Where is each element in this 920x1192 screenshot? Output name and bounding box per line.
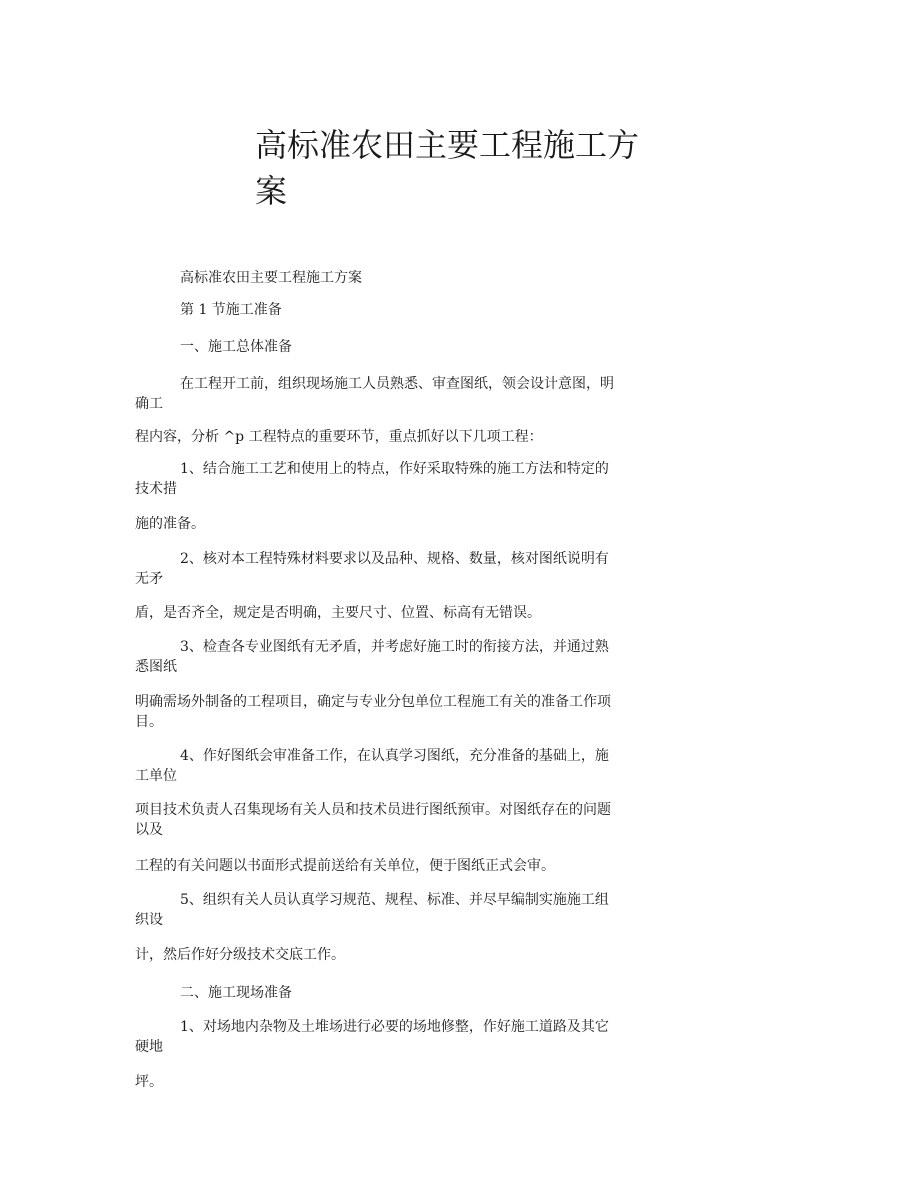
list-item-line: 计，然后作好分级技术交底工作。 <box>135 947 345 963</box>
paragraph-line: 程内容，分析 ^p 工程特点的重要环节，重点抓好以下几项工程： <box>135 429 543 445</box>
document-title: 高标准农田主要工程施工方案 <box>255 126 640 210</box>
list-item-line: 悉图纸 <box>135 659 177 675</box>
list-item-line: 无矛 <box>135 571 163 587</box>
list-item-line: 1、结合施工工艺和使用上的特点，作好采取特殊的施工方法和特定的 <box>180 461 609 477</box>
section-heading: 第 1 节施工准备 <box>180 302 282 318</box>
subsection-heading: 一、施工总体准备 <box>180 339 292 355</box>
list-item-line: 硬地 <box>135 1039 163 1055</box>
list-item-line: 以及 <box>135 822 163 838</box>
list-item-line: 目。 <box>135 714 163 730</box>
list-item-line: 坪。 <box>135 1074 163 1090</box>
paragraph-line: 确工 <box>135 396 163 412</box>
subtitle-line: 高标准农田主要工程施工方案 <box>180 270 362 286</box>
list-item-line: 工单位 <box>135 768 177 784</box>
paragraph-line: 在工程开工前，组织现场施工人员熟悉、审查图纸，领会设计意图，明 <box>180 376 614 392</box>
list-item-line: 织设 <box>135 912 163 928</box>
list-item-line: 1、对场地内杂物及土堆场进行必要的场地修整，作好施工道路及其它 <box>180 1019 609 1035</box>
list-item-line: 工程的有关问题以书面形式提前送给有关单位，便于图纸正式会审。 <box>135 858 555 874</box>
list-item-line: 施的准备。 <box>135 516 205 532</box>
list-item-line: 盾，是否齐全，规定是否明确，主要尺寸、位置、标高有无错误。 <box>135 605 541 621</box>
list-item-line: 明确需场外制备的工程项目，确定与专业分包单位工程施工有关的准备工作项 <box>135 694 611 710</box>
list-item-line: 3、检查各专业图纸有无矛盾，并考虑好施工时的衔接方法，并通过熟 <box>180 639 609 655</box>
list-item-line: 项目技术负责人召集现场有关人员和技术员进行图纸预审。对图纸存在的问题 <box>135 802 611 818</box>
list-item-line: 技术措 <box>135 481 177 497</box>
list-item-line: 5、组织有关人员认真学习规范、规程、标准、并尽早编制实施施工组 <box>180 892 609 908</box>
list-item-line: 2、核对本工程特殊材料要求以及品种、规格、数量，核对图纸说明有 <box>180 551 609 567</box>
list-item-line: 4、作好图纸会审准备工作，在认真学习图纸，充分准备的基础上，施 <box>180 748 609 764</box>
subsection-heading: 二、施工现场准备 <box>180 985 292 1001</box>
